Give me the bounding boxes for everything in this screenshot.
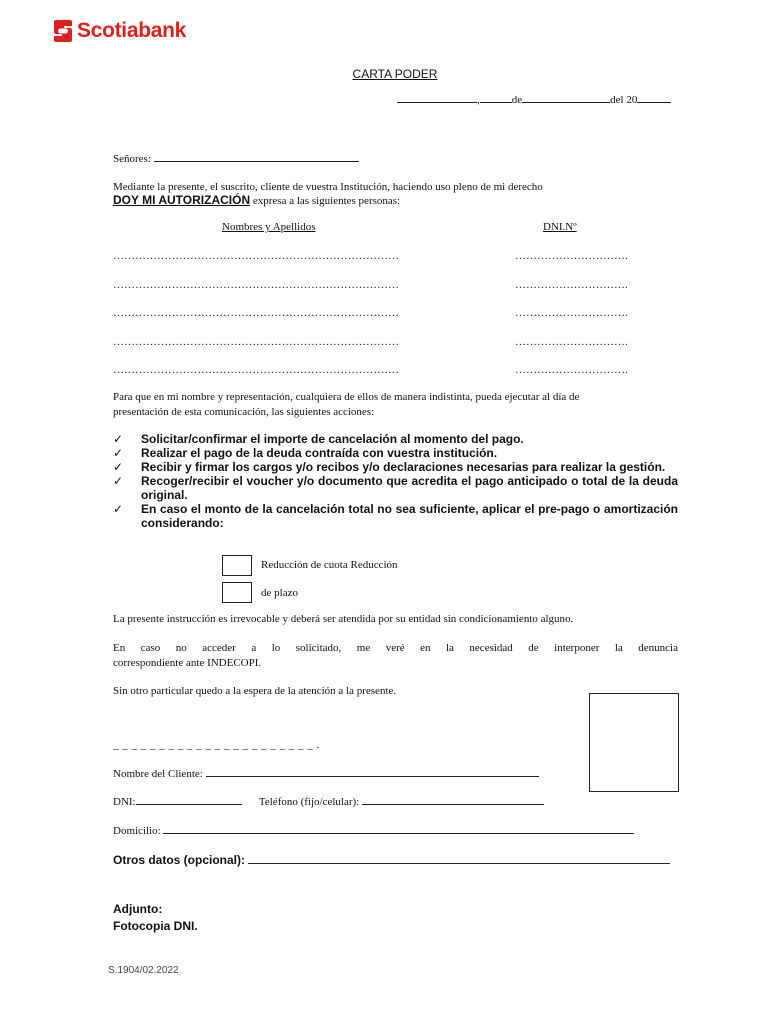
- option-label-2: de plazo: [261, 587, 298, 599]
- checkmark-icon: ✓: [113, 460, 124, 474]
- action-text: Realizar el pago de la deuda contraída con vuestra institución.: [141, 446, 498, 460]
- action-item: [113, 502, 678, 530]
- action-text: Solicitar/confirmar el importe de cancelación al momento del pago.: [141, 432, 524, 446]
- dni-phone-row: [113, 795, 544, 810]
- action-item: [113, 474, 678, 502]
- date-de-label: de: [511, 94, 523, 106]
- authorization-text: DOY MI AUTORIZACIÓN: [113, 193, 251, 207]
- other-data-field[interactable]: [248, 863, 670, 864]
- dni-field[interactable]: [136, 804, 242, 805]
- date-month-field[interactable]: [522, 102, 610, 103]
- action-text: Recibir y firmar los cargos y/o recibos y/o declaraciones necesarias para realizar la gestión.: [141, 460, 666, 474]
- senores-label: Señores:: [113, 153, 151, 165]
- dni-column-header: DNI.Nº: [543, 221, 577, 233]
- intro-line-1: Mediante la presente, el suscrito, cliente de vuestra Institución, haciendo uso pleno de mi derecho: [113, 181, 543, 193]
- dni-line-2[interactable]: ………………………….: [515, 279, 628, 291]
- address-field[interactable]: [163, 833, 634, 834]
- attached-label: Adjunto:: [113, 902, 163, 916]
- client-name-label: Nombre del Cliente:: [113, 768, 203, 780]
- address-label: Domicilio:: [113, 825, 161, 837]
- action-text: En caso el monto de la cancelación total no sea suficiente, aplicar el pre-pago o amortización considerando:: [141, 502, 678, 530]
- intro-rest-text: expresa a las siguientes personas:: [252, 195, 401, 207]
- address-row: [113, 824, 634, 839]
- name-line-1[interactable]: ……………………………………………………………………: [113, 250, 399, 262]
- other-data-row: [113, 853, 670, 867]
- name-line-5[interactable]: ……………………………………………………………………: [113, 364, 399, 376]
- checkmark-icon: ✓: [113, 432, 124, 446]
- date-year-field[interactable]: [637, 102, 671, 103]
- phone-field[interactable]: [362, 804, 544, 805]
- checkmark-icon: ✓: [113, 502, 124, 516]
- recipient-field[interactable]: [154, 161, 359, 162]
- option-checkbox-1[interactable]: [222, 555, 252, 576]
- dni-line-5[interactable]: ………………………….: [515, 364, 628, 376]
- document-title: CARTA PODER: [352, 67, 438, 81]
- client-name-row: [113, 767, 539, 782]
- closing-text: Sin otro particular quedo a la espera de la atención a la presente.: [113, 685, 397, 697]
- dni-line-1[interactable]: ………………………….: [515, 250, 628, 262]
- other-data-label: Otros datos (opcional):: [113, 853, 245, 867]
- fingerprint-box: [589, 693, 679, 792]
- date-comma: ,: [477, 94, 480, 106]
- form-code: S.1904/02.2022: [108, 965, 179, 976]
- dni-line-4[interactable]: ………………………….: [515, 336, 628, 348]
- name-line-3[interactable]: ……………………………………………………………………: [113, 307, 399, 319]
- checkmark-icon: ✓: [113, 474, 124, 488]
- action-text: Recoger/recibir el voucher y/o documento que acredita el pago anticipado o total de la deuda original.: [141, 474, 678, 502]
- signature-line[interactable]: _ _ _ _ _ _ _ _ _ _ _ _ _ _ _ _ _ _ _ _ _ _ .: [113, 739, 320, 751]
- name-line-4[interactable]: ……………………………………………………………………: [113, 336, 399, 348]
- date-line: [397, 94, 671, 106]
- dni-line-3[interactable]: ………………………….: [515, 307, 628, 319]
- scotiabank-logo: [52, 18, 186, 44]
- purpose-line-1: Para que en mi nombre y representación, cualquiera de ellos de manera indistinta, pueda ejecutar al día de: [113, 391, 580, 403]
- irrevocable-text: La presente instrucción es irrevocable y deberá ser atendida por su entidad sin condicionamiento alguno.: [113, 613, 574, 625]
- dni-label: DNI:: [113, 796, 136, 808]
- phone-label: Teléfono (fijo/celular):: [258, 796, 360, 808]
- purpose-line-2: presentación de esta comunicación, las siguientes acciones:: [113, 406, 375, 418]
- action-item: [113, 446, 678, 460]
- name-line-2[interactable]: ……………………………………………………………………: [113, 279, 399, 291]
- indecopi-line-1: En caso no acceder a lo solicitado, me veré en la necesidad de interponer la denuncia: [113, 642, 678, 654]
- attached-item: Fotocopia DNI.: [113, 919, 198, 933]
- indecopi-line-2: correspondiente ante INDECOPI.: [113, 657, 262, 669]
- action-item: [113, 460, 678, 474]
- option-label-1: Reducción de cuota Reducción: [261, 559, 398, 571]
- actions-list: [113, 432, 678, 530]
- names-column-header: Nombres y Apellidos: [222, 221, 316, 233]
- option-checkbox-2[interactable]: [222, 582, 252, 603]
- client-name-field[interactable]: [206, 776, 539, 777]
- date-place-field[interactable]: [397, 102, 477, 103]
- date-day-field[interactable]: [480, 102, 512, 103]
- intro-line-2: [113, 193, 400, 209]
- brand-name: Scotiabank: [77, 19, 187, 42]
- scotiabank-s-icon: [52, 18, 74, 44]
- action-item: [113, 432, 678, 446]
- checkmark-icon: ✓: [113, 446, 124, 460]
- recipient-line: [113, 152, 359, 167]
- date-year-label: del 20: [610, 94, 638, 106]
